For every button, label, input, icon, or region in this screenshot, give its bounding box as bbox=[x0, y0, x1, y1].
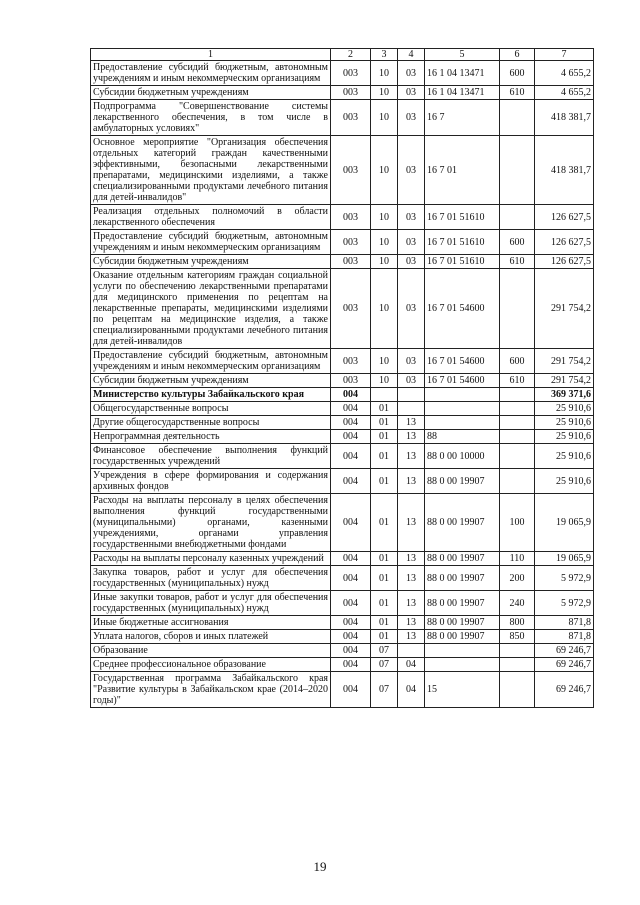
expense-type-cell bbox=[500, 416, 535, 430]
table-row bbox=[91, 630, 594, 644]
table-row bbox=[91, 616, 594, 630]
budget-table-container bbox=[90, 48, 593, 708]
budget-table bbox=[90, 48, 594, 708]
target-article-cell: 16 7 01 bbox=[425, 136, 500, 205]
ministry-code-cell: 004 bbox=[331, 658, 371, 672]
column-header: 1 bbox=[91, 49, 331, 61]
subsection-code-cell: 13 bbox=[398, 469, 425, 494]
target-article-cell bbox=[425, 416, 500, 430]
table-row bbox=[91, 61, 594, 86]
expense-type-cell: 610 bbox=[500, 86, 535, 100]
amount-cell: 5 972,9 bbox=[535, 591, 594, 616]
table-row bbox=[91, 349, 594, 374]
target-article-cell: 16 7 01 51610 bbox=[425, 255, 500, 269]
section-code-cell: 01 bbox=[371, 616, 398, 630]
expense-type-cell: 600 bbox=[500, 61, 535, 86]
ministry-code-cell: 003 bbox=[331, 61, 371, 86]
table-row bbox=[91, 416, 594, 430]
amount-cell: 871,8 bbox=[535, 616, 594, 630]
table-row bbox=[91, 444, 594, 469]
amount-cell: 291 754,2 bbox=[535, 374, 594, 388]
expense-type-cell: 800 bbox=[500, 616, 535, 630]
amount-cell: 69 246,7 bbox=[535, 644, 594, 658]
subsection-code-cell: 03 bbox=[398, 269, 425, 349]
expense-type-cell: 100 bbox=[500, 494, 535, 552]
amount-cell: 25 910,6 bbox=[535, 444, 594, 469]
table-row bbox=[91, 388, 594, 402]
ministry-code-cell: 003 bbox=[331, 136, 371, 205]
row-name-cell: Учреждения в сфере формирования и содержания архивных фондов bbox=[91, 469, 331, 494]
section-code-cell: 10 bbox=[371, 61, 398, 86]
row-name-cell: Другие общегосударственные вопросы bbox=[91, 416, 331, 430]
target-article-cell: 16 1 04 13471 bbox=[425, 61, 500, 86]
amount-cell: 25 910,6 bbox=[535, 469, 594, 494]
section-code-cell: 10 bbox=[371, 100, 398, 136]
ministry-code-cell: 003 bbox=[331, 230, 371, 255]
target-article-cell: 16 7 01 54600 bbox=[425, 374, 500, 388]
subsection-code-cell: 04 bbox=[398, 672, 425, 708]
ministry-code-cell: 004 bbox=[331, 430, 371, 444]
amount-cell: 5 972,9 bbox=[535, 566, 594, 591]
table-row bbox=[91, 644, 594, 658]
subsection-code-cell bbox=[398, 644, 425, 658]
ministry-code-cell: 003 bbox=[331, 374, 371, 388]
ministry-code-cell: 004 bbox=[331, 630, 371, 644]
row-name-cell: Финансовое обеспечение выполнения функций государственных учреждений bbox=[91, 444, 331, 469]
table-row bbox=[91, 100, 594, 136]
subsection-code-cell: 13 bbox=[398, 630, 425, 644]
row-name-cell: Среднее профессиональное образование bbox=[91, 658, 331, 672]
row-name-cell: Субсидии бюджетным учреждениям bbox=[91, 86, 331, 100]
target-article-cell: 16 7 01 51610 bbox=[425, 230, 500, 255]
target-article-cell: 88 0 00 19907 bbox=[425, 616, 500, 630]
row-name-cell: Уплата налогов, сборов и иных платежей bbox=[91, 630, 331, 644]
row-name-cell: Расходы на выплаты персоналу в целях обеспечения выполнения функций государственными (муниципальными) органами, казенными учреждениями, органами управления государственными внебюджетными фондами bbox=[91, 494, 331, 552]
amount-cell: 4 655,2 bbox=[535, 86, 594, 100]
target-article-cell: 88 0 00 19907 bbox=[425, 552, 500, 566]
target-article-cell: 15 bbox=[425, 672, 500, 708]
expense-type-cell: 850 bbox=[500, 630, 535, 644]
subsection-code-cell bbox=[398, 402, 425, 416]
expense-type-cell bbox=[500, 402, 535, 416]
section-code-cell: 01 bbox=[371, 552, 398, 566]
expense-type-cell bbox=[500, 388, 535, 402]
table-row bbox=[91, 255, 594, 269]
expense-type-cell: 610 bbox=[500, 374, 535, 388]
row-name-cell: Реализация отдельных полномочий в области лекарственного обеспечения bbox=[91, 205, 331, 230]
expense-type-cell: 200 bbox=[500, 566, 535, 591]
ministry-code-cell: 004 bbox=[331, 566, 371, 591]
table-row bbox=[91, 591, 594, 616]
row-name-cell: Предоставление субсидий бюджетным, автономным учреждениям и иным некоммерческим организациям bbox=[91, 349, 331, 374]
subsection-code-cell: 13 bbox=[398, 591, 425, 616]
section-code-cell: 01 bbox=[371, 402, 398, 416]
expense-type-cell: 240 bbox=[500, 591, 535, 616]
column-header: 5 bbox=[425, 49, 500, 61]
section-code-cell: 10 bbox=[371, 230, 398, 255]
subsection-code-cell: 03 bbox=[398, 374, 425, 388]
target-article-cell: 88 bbox=[425, 430, 500, 444]
amount-cell: 25 910,6 bbox=[535, 430, 594, 444]
row-name-cell: Образование bbox=[91, 644, 331, 658]
amount-cell: 69 246,7 bbox=[535, 658, 594, 672]
amount-cell: 291 754,2 bbox=[535, 269, 594, 349]
section-code-cell: 10 bbox=[371, 255, 398, 269]
column-header: 6 bbox=[500, 49, 535, 61]
subsection-code-cell: 13 bbox=[398, 566, 425, 591]
expense-type-cell bbox=[500, 269, 535, 349]
section-code-cell: 01 bbox=[371, 591, 398, 616]
table-row bbox=[91, 205, 594, 230]
section-code-cell: 10 bbox=[371, 136, 398, 205]
table-row bbox=[91, 374, 594, 388]
amount-cell: 871,8 bbox=[535, 630, 594, 644]
expense-type-cell: 600 bbox=[500, 349, 535, 374]
column-header: 7 bbox=[535, 49, 594, 61]
subsection-code-cell: 03 bbox=[398, 100, 425, 136]
expense-type-cell: 600 bbox=[500, 230, 535, 255]
expense-type-cell bbox=[500, 444, 535, 469]
amount-cell: 126 627,5 bbox=[535, 255, 594, 269]
target-article-cell bbox=[425, 644, 500, 658]
section-code-cell bbox=[371, 388, 398, 402]
row-name-cell: Подпрограмма "Совершенствование системы лекарственного обеспечения, в том числе в амбулаторных условиях" bbox=[91, 100, 331, 136]
expense-type-cell bbox=[500, 136, 535, 205]
section-code-cell: 10 bbox=[371, 86, 398, 100]
table-row bbox=[91, 269, 594, 349]
subsection-code-cell: 03 bbox=[398, 136, 425, 205]
ministry-code-cell: 004 bbox=[331, 644, 371, 658]
section-code-cell: 01 bbox=[371, 430, 398, 444]
row-name-cell: Иные закупки товаров, работ и услуг для обеспечения государственных (муниципальных) нужд bbox=[91, 591, 331, 616]
amount-cell: 369 371,6 bbox=[535, 388, 594, 402]
ministry-code-cell: 003 bbox=[331, 255, 371, 269]
ministry-code-cell: 003 bbox=[331, 100, 371, 136]
amount-cell: 126 627,5 bbox=[535, 230, 594, 255]
ministry-code-cell: 004 bbox=[331, 552, 371, 566]
target-article-cell: 88 0 00 19907 bbox=[425, 469, 500, 494]
ministry-code-cell: 004 bbox=[331, 672, 371, 708]
subsection-code-cell: 13 bbox=[398, 416, 425, 430]
row-name-cell: Министерство культуры Забайкальского края bbox=[91, 388, 331, 402]
subsection-code-cell: 03 bbox=[398, 86, 425, 100]
subsection-code-cell bbox=[398, 388, 425, 402]
section-code-cell: 10 bbox=[371, 349, 398, 374]
target-article-cell bbox=[425, 388, 500, 402]
table-row bbox=[91, 136, 594, 205]
expense-type-cell bbox=[500, 430, 535, 444]
subsection-code-cell: 13 bbox=[398, 444, 425, 469]
ministry-code-cell: 004 bbox=[331, 591, 371, 616]
target-article-cell bbox=[425, 402, 500, 416]
target-article-cell: 88 0 00 10000 bbox=[425, 444, 500, 469]
table-row bbox=[91, 672, 594, 708]
expense-type-cell bbox=[500, 658, 535, 672]
target-article-cell: 16 1 04 13471 bbox=[425, 86, 500, 100]
ministry-code-cell: 004 bbox=[331, 416, 371, 430]
expense-type-cell: 110 bbox=[500, 552, 535, 566]
amount-cell: 25 910,6 bbox=[535, 416, 594, 430]
ministry-code-cell: 004 bbox=[331, 616, 371, 630]
target-article-cell: 88 0 00 19907 bbox=[425, 494, 500, 552]
amount-cell: 418 381,7 bbox=[535, 136, 594, 205]
amount-cell: 126 627,5 bbox=[535, 205, 594, 230]
section-code-cell: 01 bbox=[371, 630, 398, 644]
target-article-cell: 16 7 bbox=[425, 100, 500, 136]
table-row bbox=[91, 86, 594, 100]
column-header: 2 bbox=[331, 49, 371, 61]
target-article-cell: 16 7 01 54600 bbox=[425, 269, 500, 349]
section-code-cell: 01 bbox=[371, 566, 398, 591]
ministry-code-cell: 004 bbox=[331, 494, 371, 552]
section-code-cell: 01 bbox=[371, 494, 398, 552]
expense-type-cell bbox=[500, 100, 535, 136]
row-name-cell: Государственная программа Забайкальского края "Развитие культуры в Забайкальском крае (2014–2020 годы)" bbox=[91, 672, 331, 708]
page-number: 19 bbox=[313, 859, 327, 874]
table-row bbox=[91, 494, 594, 552]
row-name-cell: Оказание отдельным категориям граждан социальной услуги по обеспечению лекарственными препаратами для медицинского применения по рецептам на лекарственные препараты, медицинскими изделиями по рецептам на медицинские изделия, а также специализированными продуктами лечебного питания для детей-инвалидов bbox=[91, 269, 331, 349]
row-name-cell: Предоставление субсидий бюджетным, автономным учреждениям и иным некоммерческим организациям bbox=[91, 61, 331, 86]
row-name-cell: Закупка товаров, работ и услуг для обеспечения государственных (муниципальных) нужд bbox=[91, 566, 331, 591]
amount-cell: 4 655,2 bbox=[535, 61, 594, 86]
row-name-cell: Общегосударственные вопросы bbox=[91, 402, 331, 416]
subsection-code-cell: 13 bbox=[398, 430, 425, 444]
row-name-cell: Субсидии бюджетным учреждениям bbox=[91, 255, 331, 269]
amount-cell: 19 065,9 bbox=[535, 494, 594, 552]
expense-type-cell bbox=[500, 672, 535, 708]
section-code-cell: 10 bbox=[371, 374, 398, 388]
section-code-cell: 07 bbox=[371, 672, 398, 708]
column-header: 3 bbox=[371, 49, 398, 61]
ministry-code-cell: 003 bbox=[331, 349, 371, 374]
subsection-code-cell: 03 bbox=[398, 255, 425, 269]
section-code-cell: 07 bbox=[371, 658, 398, 672]
row-name-cell: Субсидии бюджетным учреждениям bbox=[91, 374, 331, 388]
ministry-code-cell: 004 bbox=[331, 402, 371, 416]
table-header-row bbox=[91, 49, 594, 61]
target-article-cell: 16 7 01 51610 bbox=[425, 205, 500, 230]
amount-cell: 69 246,7 bbox=[535, 672, 594, 708]
ministry-code-cell: 003 bbox=[331, 205, 371, 230]
table-row bbox=[91, 402, 594, 416]
ministry-code-cell: 004 bbox=[331, 469, 371, 494]
row-name-cell: Расходы на выплаты персоналу казенных учреждений bbox=[91, 552, 331, 566]
section-code-cell: 10 bbox=[371, 205, 398, 230]
subsection-code-cell: 03 bbox=[398, 230, 425, 255]
section-code-cell: 10 bbox=[371, 269, 398, 349]
table-row bbox=[91, 469, 594, 494]
ministry-code-cell: 004 bbox=[331, 388, 371, 402]
amount-cell: 291 754,2 bbox=[535, 349, 594, 374]
subsection-code-cell: 13 bbox=[398, 616, 425, 630]
row-name-cell: Основное мероприятие "Организация обеспечения отдельных категорий граждан качественными эффективными, безопасными лекарственными препаратами, медицинскими изделиями, а также специализированными продуктами лечебного питания для детей-инвалидов" bbox=[91, 136, 331, 205]
section-code-cell: 01 bbox=[371, 469, 398, 494]
target-article-cell: 88 0 00 19907 bbox=[425, 630, 500, 644]
section-code-cell: 01 bbox=[371, 416, 398, 430]
target-article-cell: 88 0 00 19907 bbox=[425, 591, 500, 616]
subsection-code-cell: 03 bbox=[398, 349, 425, 374]
section-code-cell: 01 bbox=[371, 444, 398, 469]
subsection-code-cell: 04 bbox=[398, 658, 425, 672]
row-name-cell: Предоставление субсидий бюджетным, автономным учреждениям и иным некоммерческим организациям bbox=[91, 230, 331, 255]
ministry-code-cell: 003 bbox=[331, 269, 371, 349]
ministry-code-cell: 003 bbox=[331, 86, 371, 100]
row-name-cell: Непрограммная деятельность bbox=[91, 430, 331, 444]
expense-type-cell: 610 bbox=[500, 255, 535, 269]
table-row bbox=[91, 430, 594, 444]
expense-type-cell bbox=[500, 469, 535, 494]
subsection-code-cell: 03 bbox=[398, 61, 425, 86]
expense-type-cell bbox=[500, 205, 535, 230]
target-article-cell: 16 7 01 54600 bbox=[425, 349, 500, 374]
subsection-code-cell: 03 bbox=[398, 205, 425, 230]
table-body bbox=[91, 61, 594, 708]
target-article-cell bbox=[425, 658, 500, 672]
table-row bbox=[91, 230, 594, 255]
amount-cell: 418 381,7 bbox=[535, 100, 594, 136]
table-row bbox=[91, 552, 594, 566]
amount-cell: 19 065,9 bbox=[535, 552, 594, 566]
table-row bbox=[91, 566, 594, 591]
amount-cell: 25 910,6 bbox=[535, 402, 594, 416]
table-row bbox=[91, 658, 594, 672]
row-name-cell: Иные бюджетные ассигнования bbox=[91, 616, 331, 630]
column-header: 4 bbox=[398, 49, 425, 61]
target-article-cell: 88 0 00 19907 bbox=[425, 566, 500, 591]
subsection-code-cell: 13 bbox=[398, 494, 425, 552]
ministry-code-cell: 004 bbox=[331, 444, 371, 469]
section-code-cell: 07 bbox=[371, 644, 398, 658]
subsection-code-cell: 13 bbox=[398, 552, 425, 566]
expense-type-cell bbox=[500, 644, 535, 658]
